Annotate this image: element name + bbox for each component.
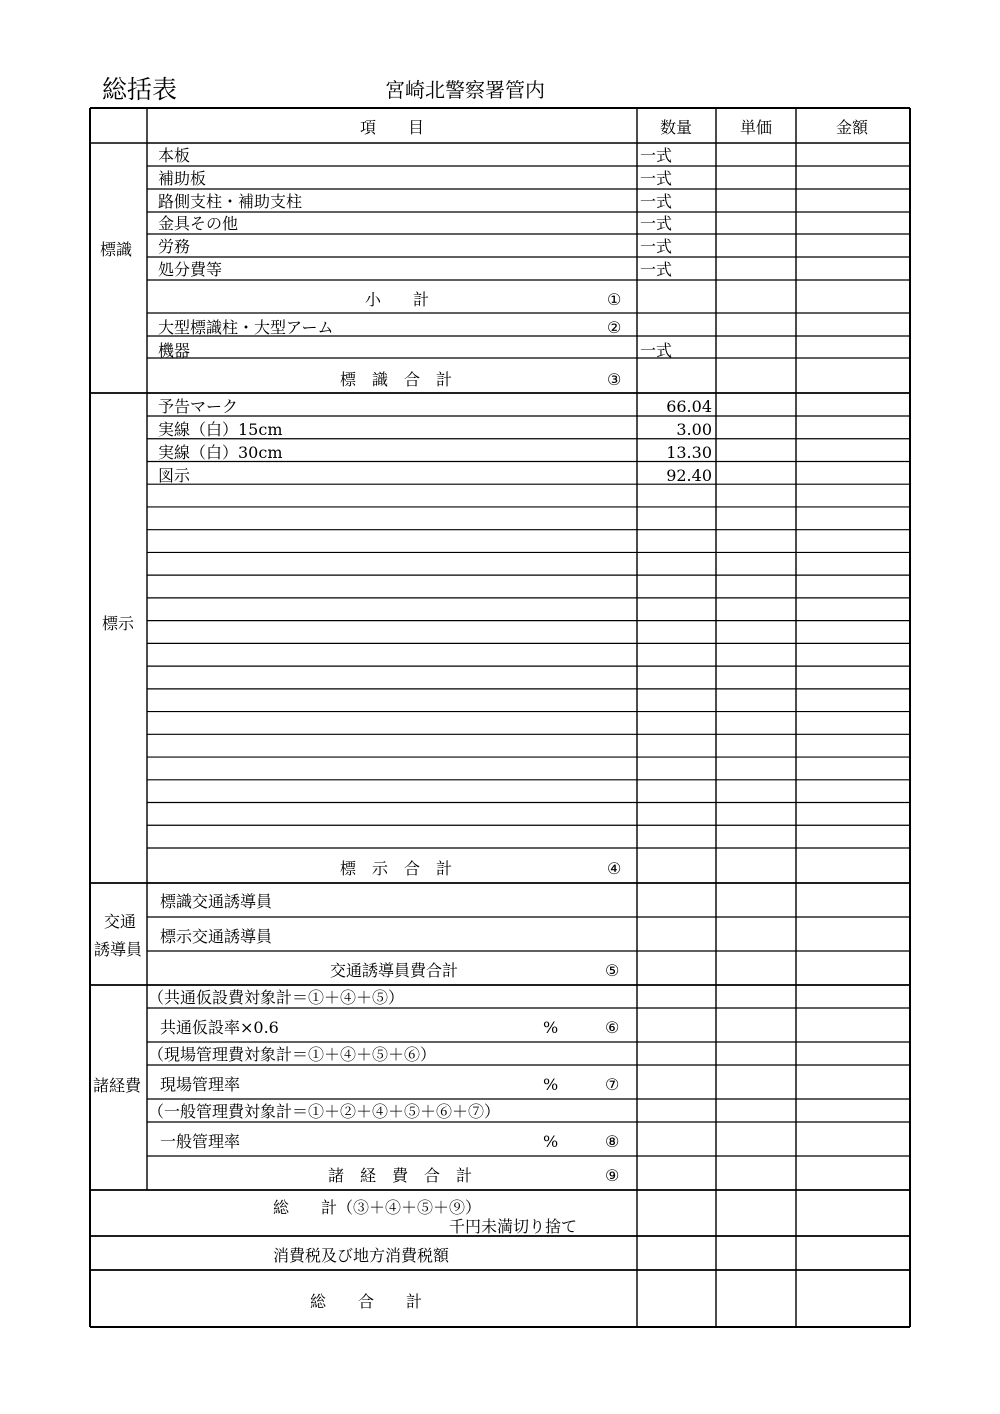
section-total-label: 諸 経 費 合 計	[328, 1166, 473, 1185]
section-hyoji: 標示	[102, 614, 135, 633]
grand-subtotal-label: 総 計（③＋④＋⑤＋⑨）	[273, 1198, 482, 1217]
section-total-label: 標 識 合 計	[340, 370, 453, 389]
row-qty: 66.04	[666, 397, 712, 416]
section-total-mark: ⑨	[605, 1166, 620, 1185]
rate-percent: %	[543, 1018, 559, 1037]
row-label: 補助板	[158, 169, 207, 188]
header-unit-price: 単価	[740, 118, 773, 137]
rounding-note: 千円未満切り捨て	[449, 1217, 578, 1236]
row-qty: 92.40	[666, 466, 712, 485]
row-label: 実線（白）30cm	[158, 443, 283, 462]
row-label: 標識交通誘導員	[160, 892, 273, 911]
section-total-mark: ⑤	[605, 961, 620, 980]
jurisdiction-subtitle: 宮崎北警察署管内	[385, 78, 545, 102]
row-label: 予告マーク	[158, 397, 239, 416]
row-label: 標示交通誘導員	[160, 927, 273, 946]
rate-percent: %	[543, 1132, 559, 1151]
rate-label: 一般管理率	[160, 1132, 241, 1151]
header-item: 項 目	[360, 118, 425, 137]
row-mark: ②	[607, 318, 622, 337]
row-label: 処分費等	[158, 260, 223, 279]
section-hyoshiki: 標識	[100, 240, 133, 259]
rate-label: 共通仮設率×0.6	[160, 1018, 279, 1037]
rate-mark: ⑦	[605, 1075, 620, 1094]
section-total-label: 標 示 合 計	[340, 859, 453, 878]
formula-base: （共通仮設費対象計＝①＋④＋⑤）	[148, 988, 405, 1007]
formula-base: （一般管理費対象計＝①＋②＋④＋⑤＋⑥＋⑦）	[148, 1102, 501, 1121]
consumption-tax-label: 消費税及び地方消費税額	[273, 1246, 450, 1265]
row-qty: 一式	[640, 341, 673, 360]
row-qty: 3.00	[676, 420, 712, 439]
document-title: 総括表	[102, 75, 178, 104]
row-label: 図示	[158, 466, 191, 485]
row-label: 実線（白）15cm	[158, 420, 283, 439]
grand-total-label: 総 合 計	[310, 1292, 423, 1311]
section-total-mark: ③	[607, 370, 622, 389]
section-kotsu-line2: 誘導員	[94, 940, 143, 959]
row-qty: 一式	[640, 146, 673, 165]
header-quantity: 数量	[660, 118, 693, 137]
row-qty: 一式	[640, 260, 673, 279]
formula-base: （現場管理費対象計＝①＋④＋⑤＋⑥）	[148, 1045, 437, 1064]
row-label: 機器	[158, 341, 191, 360]
section-total-mark: ④	[607, 859, 622, 878]
row-label: 労務	[158, 237, 191, 256]
subtotal-label: 小 計	[365, 290, 430, 309]
row-qty: 一式	[640, 169, 673, 188]
rate-mark: ⑥	[605, 1018, 620, 1037]
section-shokeihi: 諸経費	[93, 1076, 142, 1095]
row-qty: 13.30	[666, 443, 712, 462]
subtotal-mark: ①	[607, 290, 622, 309]
section-total-label: 交通誘導員費合計	[330, 961, 459, 980]
row-label: 大型標識柱・大型アーム	[158, 318, 334, 337]
rate-label: 現場管理率	[160, 1075, 241, 1094]
rate-percent: %	[543, 1075, 559, 1094]
row-qty: 一式	[640, 237, 673, 256]
row-label: 本板	[158, 146, 191, 165]
section-kotsu-line1: 交通	[104, 912, 137, 931]
rate-mark: ⑧	[605, 1132, 620, 1151]
header-amount: 金額	[836, 118, 869, 137]
row-label: 路側支柱・補助支柱	[158, 192, 303, 211]
row-qty: 一式	[640, 192, 673, 211]
row-label: 金具その他	[158, 214, 239, 233]
row-qty: 一式	[640, 214, 673, 233]
